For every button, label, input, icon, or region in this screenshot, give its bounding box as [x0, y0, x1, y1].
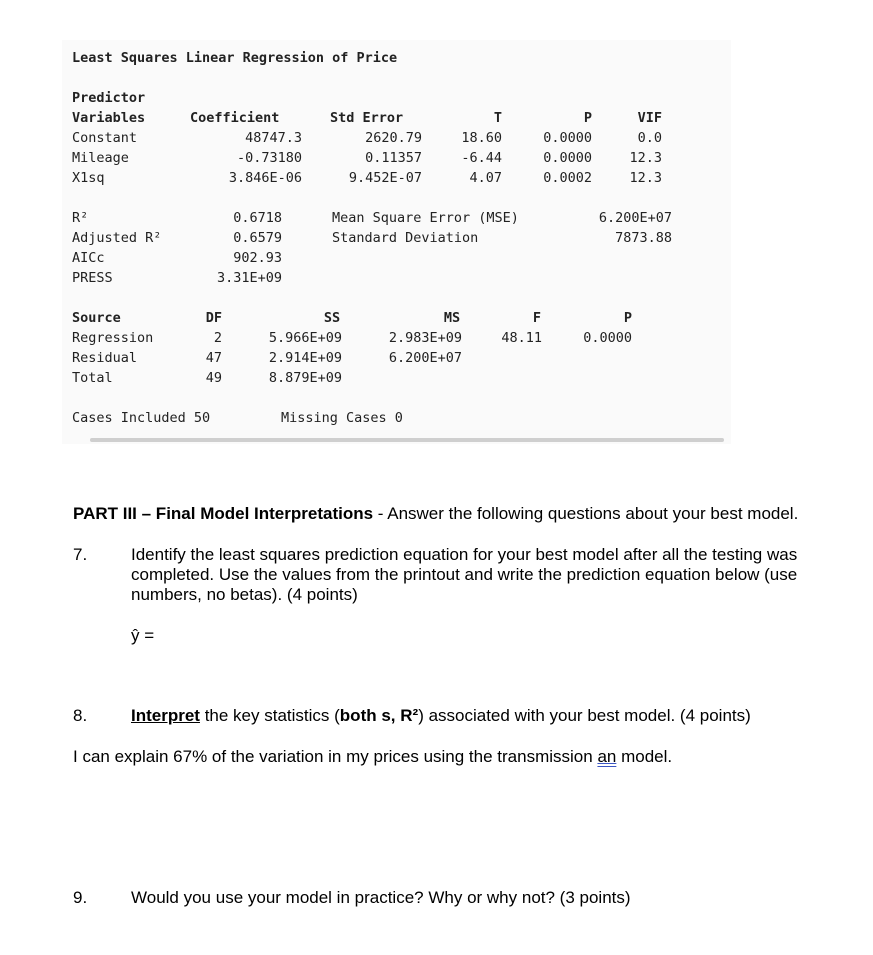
- coefficient-header: Coefficient: [190, 110, 280, 126]
- answer-8: [73, 747, 672, 767]
- mse-value: 6.200E+07: [598, 210, 672, 226]
- grammar-flagged-word[interactable]: an: [597, 747, 617, 766]
- vif-header: VIF: [637, 110, 662, 126]
- q9-number: 9.: [73, 888, 88, 907]
- q9-text: Would you use your model in practice? Why or why not? (3 points): [131, 888, 631, 907]
- r2-label: R²: [72, 210, 89, 226]
- row-se: 2620.79: [365, 130, 422, 146]
- anova-p-header: P: [623, 310, 632, 326]
- row-coef: 3.846E-06: [228, 170, 302, 186]
- anova-ss-header: SS: [323, 310, 341, 326]
- adj-r2-value: 0.6579: [233, 230, 282, 246]
- answer8-post: model.: [616, 747, 673, 766]
- press-value: 3.31E+09: [216, 270, 282, 286]
- anova-ss: 2.914E+09: [268, 350, 342, 366]
- row-coef: 48747.3: [245, 130, 302, 146]
- anova-source: Residual: [72, 350, 138, 366]
- regression-printout: [62, 40, 731, 444]
- mse-label: Mean Square Error (MSE): [332, 210, 519, 226]
- row-p: 0.0000: [543, 130, 592, 146]
- row-vif: 0.0: [637, 130, 662, 146]
- anova-df-header: DF: [205, 310, 222, 326]
- adj-r2-label: Adjusted R²: [72, 230, 162, 246]
- anova-source-header: Source: [72, 310, 121, 326]
- q8-interpret: Interpret: [131, 706, 200, 725]
- q8-mid: the key statistics (: [199, 706, 340, 725]
- anova-ms: 6.200E+07: [388, 350, 462, 366]
- row-name: X1sq: [72, 170, 105, 186]
- part3-heading: [73, 504, 798, 524]
- t-header: T: [493, 110, 502, 126]
- anova-ss: 5.966E+09: [268, 330, 342, 346]
- q8-text: [131, 706, 751, 726]
- anova-df: 47: [205, 350, 222, 366]
- row-p: 0.0000: [543, 150, 592, 166]
- q8-end: ) associated with your best model. (4 points): [418, 706, 751, 725]
- anova-df: 49: [205, 370, 222, 386]
- anova-ms-header: MS: [443, 310, 461, 326]
- row-name: Mileage: [72, 150, 129, 166]
- anova-df: 2: [213, 330, 222, 346]
- anova-p: 0.0000: [583, 330, 632, 346]
- sd-value: 7873.88: [615, 230, 672, 246]
- predictor-header: Predictor: [72, 90, 146, 106]
- yhat-label: ŷ =: [131, 626, 155, 645]
- printout-title: Least Squares Linear Regression of Price: [72, 50, 398, 66]
- row-se: 9.452E-07: [348, 170, 422, 186]
- row-t: 18.60: [461, 130, 502, 146]
- row-se: 0.11357: [365, 150, 422, 166]
- anova-source: Total: [72, 370, 113, 386]
- aicc-value: 902.93: [233, 250, 282, 266]
- anova-ms: 2.983E+09: [388, 330, 462, 346]
- row-name: Constant: [72, 130, 138, 146]
- q8-bold: both s, R²: [339, 706, 419, 725]
- anova-f: 48.11: [501, 330, 542, 346]
- aicc-label: AICc: [72, 250, 105, 266]
- std-error-header: Std Error: [330, 110, 404, 126]
- press-label: PRESS: [72, 270, 113, 286]
- row-t: -6.44: [461, 150, 502, 166]
- row-t: 4.07: [469, 170, 502, 186]
- p-header: P: [583, 110, 592, 126]
- horizontal-scrollbar[interactable]: [90, 438, 724, 442]
- r2-value: 0.6718: [233, 210, 282, 226]
- row-p: 0.0002: [543, 170, 592, 186]
- variables-header: Variables: [72, 110, 146, 126]
- q8-number: 8.: [73, 706, 88, 725]
- anova-source: Regression: [72, 330, 154, 346]
- part3-heading-bold: PART III – Final Model Interpretations: [73, 504, 374, 523]
- anova-f-header: F: [532, 310, 542, 326]
- cases-included: Cases Included 50: [72, 410, 211, 426]
- row-vif: 12.3: [629, 170, 662, 186]
- anova-ss: 8.879E+09: [268, 370, 342, 386]
- row-vif: 12.3: [629, 150, 662, 166]
- answer8-pre: I can explain 67% of the variation in my prices using the transmission: [73, 747, 598, 766]
- missing-cases: Missing Cases 0: [281, 410, 403, 426]
- q7-number: 7.: [73, 545, 88, 564]
- row-coef: -0.73180: [236, 150, 302, 166]
- part3-heading-rest: - Answer the following questions about your best model.: [373, 504, 799, 523]
- q7-text: Identify the least squares prediction equation for your best model after all the testing was completed. Use the values from the printout and write the prediction equation below (use numbers, no betas). (4 points): [131, 545, 798, 604]
- sd-label: Standard Deviation: [332, 230, 479, 246]
